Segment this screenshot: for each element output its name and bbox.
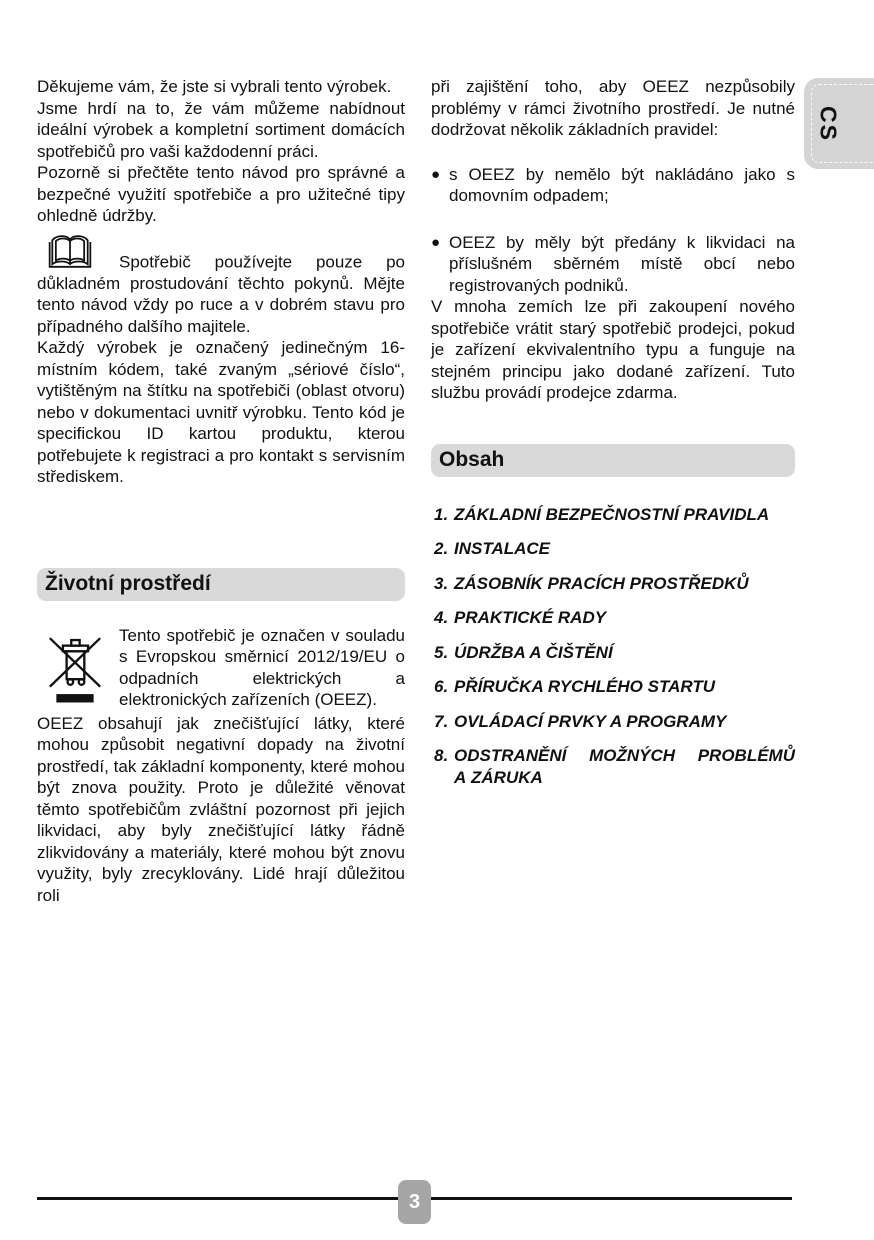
table-of-contents [431,504,795,789]
paragraph-weee-details: OEEZ obsahují jak znečišťující látky, které mohou způsobit negativní dopady na životní prostředí, tak základní komponenty, které mohou být znova použity. Proto je důležité věnovat těmto spotřebičům zvláštní pozornost při jejich likvidaci, aby byly znečišťující látky řádně zlikvidovány a materiály, které mohou být znovu využity, byly zrecyklovány. Lidé hrají důležitou roli [37,713,405,905]
toc-item-number: 5. [434,642,449,662]
bullet-text: OEEZ by měly být předány k likvidaci na příslušném sběrném místě obcí nebo registrovaných podniků. [449,232,795,295]
left-column [37,76,405,906]
toc-item-label: OVLÁDACÍ PRVKY A PROGRAMY [454,711,727,731]
toc-item-number: 8. [434,746,449,765]
toc-item [434,711,795,733]
bullet-text: s OEEZ by nemělo být nakládáno jako s domovním odpadem; [449,164,795,205]
toc-item-label: PŘÍRUČKA RYCHLÉHO STARTU [454,677,715,696]
toc-item [434,607,795,629]
toc-item-number: 1. [434,504,449,524]
toc-item [434,573,795,595]
paragraph-weee-rules-intro: při zajištění toho, aby OEEZ nezpůsobily problémy v rámci životního prostředí. Je nutné dodržovat několik základních pravidel: [431,77,795,139]
page-content [37,76,795,906]
paragraph-thanks: Děkujeme vám, že jste si vybrali tento výrobek. [37,77,392,96]
paragraph-weee-directive: Tento spotřebič je označen v souladu s Evropskou směrnicí 2012/19/EU o odpadních elektrických a elektronických zařízeních (OEEZ). [119,625,405,709]
page-number-badge [398,1180,431,1224]
section-heading-environment [37,568,405,601]
bullet-marker: ● [431,233,441,251]
language-tab [804,78,874,169]
toc-item-number: 4. [434,608,449,627]
paragraph-read-manual: Pozorně si přečtěte tento návod pro správné a bezpečné využití spotřebiče a pro užitečné tipy ohledně údržby. [37,163,405,225]
toc-item-label: ÚDRŽBA A ČIŠTĚNÍ [454,642,613,662]
section-heading-contents [431,444,795,477]
toc-item-label: ODSTRANĚNÍ MOŽNÝCH PROBLÉMŮ A ZÁRUKA [454,746,795,787]
toc-item-number: 7. [434,711,449,731]
environment-heading-label: Životní prostředí [45,571,211,595]
environment-section [37,625,405,907]
paragraph-proud: Jsme hrdí na to, že vám můžeme nabídnout ideální výrobek a kompletní sortiment domácích spotřebičů pro vaši každodenní práci. [37,98,405,161]
paragraph-retailer-takeback: V mnoha zemích lze při zakoupení nového spotřebiče vrátit starý spotřebič prodejci, pokud je zařízení ekvivalentního typu a funguje na stejném principu jako dodané zařízení. Tuto službu provádí prodejce zdarma. [431,297,795,402]
toc-item-number: 2. [434,539,449,558]
bullet-item-household-waste [431,164,795,207]
contents-heading-label: Obsah [439,447,505,471]
weee-crossed-out-bin-icon [45,627,105,709]
toc-item-label: INSTALACE [454,539,551,558]
toc-item [434,642,795,664]
toc-item-label: ZÁKLADNÍ BEZPEČNOSTNÍ PRAVIDLA [454,504,770,524]
toc-item-label: ZÁSOBNÍK PRACÍCH PROSTŘEDKŮ [454,573,749,593]
paragraph-book-text: Spotřebič používejte pouze po důkladném prostudování těchto pokynů. Mějte tento návod vždy po ruce a v dobrém stavu pro případného dalšího majitele. [37,252,405,336]
toc-item [434,538,795,560]
paragraph-book-instructions [37,227,405,338]
toc-item-label: PRAKTICKÉ RADY [454,608,607,627]
page-number: 3 [408,1190,421,1213]
right-column [431,76,795,906]
toc-item [434,745,795,788]
toc-item [434,504,795,526]
bullet-marker: ● [431,165,441,183]
paragraph-serial-code: Každý výrobek je označený jedinečným 16-místním kódem, také zvaným „sériové číslo“, vytištěným na štítku na spotřebiči (oblast otvoru) nebo v dokumentaci uvnitř výrobku. Tento kód je specifickou ID kartou produktu, kterou potřebujete k registraci a pro kontakt s servisním střediskem. [37,338,405,486]
toc-item-number: 6. [434,677,449,696]
language-tab-label: CS [815,105,842,142]
bullet-item-collection-point [431,232,795,297]
toc-item [434,676,795,698]
open-book-icon [47,227,93,273]
toc-item-number: 3. [434,573,449,593]
